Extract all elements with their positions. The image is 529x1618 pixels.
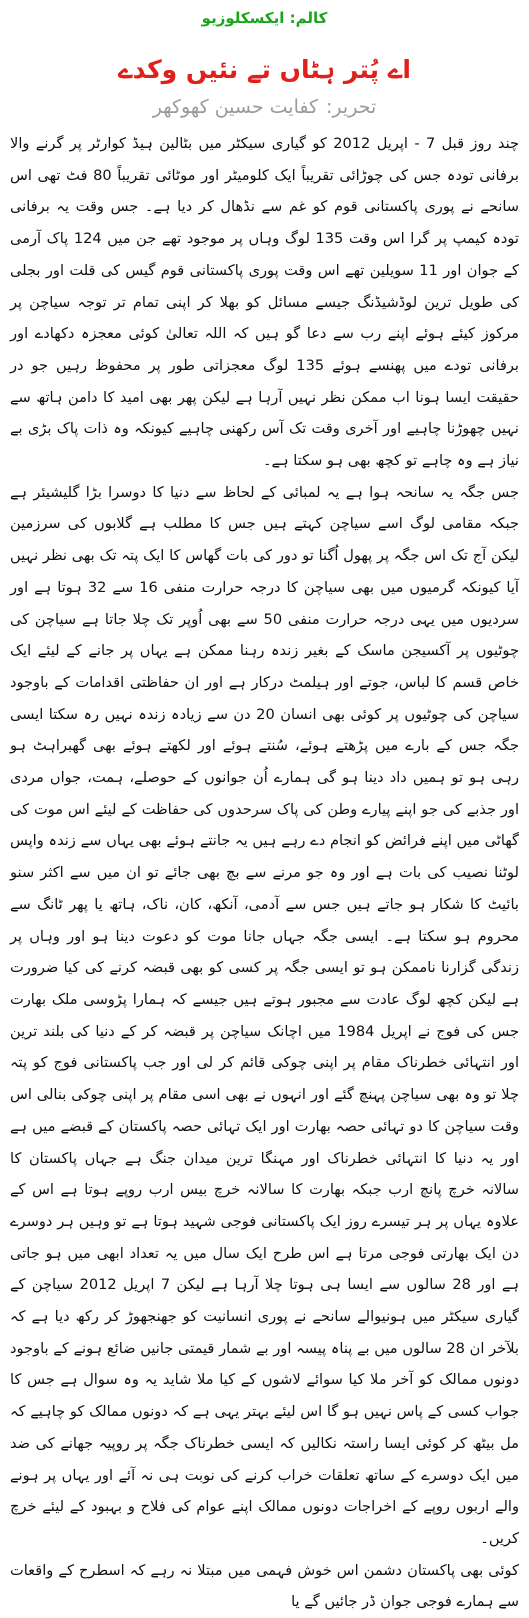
column-label: کالم: ایکسکلوزیو (201, 9, 328, 27)
byline-author: کفایت حسین کھوکھر (152, 96, 319, 118)
article-paragraph: جس جگہ یہ سانحہ ہوا ہے یہ لمبائی کے لحاظ سے دنیا کا دوسرا بڑا گلیشیئر ہے جبکہ مقامی لوگ اسے سیاچن کہتے ہیں جس کا مطلب ہے گلابوں کی سرزمین لیکن آج تک اس جگہ پر پھول اُگنا تو دور کی بات گھاس کا ایک پتہ تک بھی نظر نہیں آیا کیونکہ گرمیوں میں بھی سیاچن کا درجہ حرارت منفی 16 سے 32 ہوتا ہے اور سردیوں میں یہی درجہ حرارت منفی 50 سے بھی اُوپر تک چلا جاتا ہے سیاچن کی چوٹیوں پر آکسیجن ماسک کے بغیر زندہ رہنا ممکن ہے یہاں پر جانے کے لیئے ایک خاص قسم کا لباس، جوتے اور ہیلمٹ درکار ہے اور ان حفاظتی اقدامات کے باوجود سیاچن کی چوٹیوں پر کوئی بھی انسان 20 دن سے زیادہ زندہ نہیں رہ سکتا ایسی جگہ جس کے بارے میں پڑھتے ہوئے، سُنتے ہوئے اور لکھتے ہوئے بھی گھبراہٹ ہو رہی ہو تو ہمیں داد دینا ہو گی ہمارے اُن جوانوں کے حوصلے، ہمت، جواں مردی اور جذبے کی جو اپنے پیارے وطن کی پاک سرحدوں کی حفاظت کے لیئے اس موت کی گھاٹی میں اپنے فرائض کو انجام دے رہے ہیں یہ جانتے ہوئے بھی یہاں سے زندہ واپس لوٹنا نصیب کی بات ہے اور وہ جو مرنے سے بچ بھی جائے تو ان میں سے اکثر سنو بائیٹ کا شکار ہو جاتے ہیں جس سے آدمی، آنکھ، کان، ناک، ہاتھ یا پھر ٹانگ سے محروم ہو سکتا ہے۔ ایسی جگہ جہاں جانا موت کو دعوت دینا ہو اور وہاں پر زندگی گزارنا ناممکن ہو تو ایسی جگہ پر کسی کو بھی قبضہ کرنے کی کیا ضرورت ہے لیکن کچھ لوگ عادت سے مجبور ہوتے ہیں جیسے کہ ہمارا پڑوسی ملک بھارت جس کی فوج نے اپریل 1984 میں اچانک سیاچن پر قبضہ کر کے دنیا کی بلند ترین اور انتہائی خطرناک مقام پر اپنی چوکی قائم کر لی اور جب پاکستانی فوج کو پتہ چلا تو وہ بھی سیاچن پہنچ گئے اور انہوں نے بھی اسی مقام پر اپنی چوکی بنالی اس وقت سیاچن کا دو تہائی حصہ بھارت اور ایک تہائی حصہ پاکستان کے قبضے میں ہے اور یہ دنیا کا انتہائی خطرناک اور مہنگا ترین میدان جنگ ہے جہاں پاکستان کا سالانہ خرچ پانچ ارب جبکہ بھارت کا سالانہ خرچ بیس ارب روپے ہوتا ہے اس کے علاوہ یہاں پر ہر تیسرے روز ایک پاکستانی فوجی شہید ہوتا ہے تو وہیں ہر دوسرے دن ایک بھارتی فوجی مرتا ہے اس طرح ایک سال میں یہ تعداد ابھی میں ہو جاتی ہے اور 28 سالوں سے ایسا ہی ہوتا چلا آرہا ہے لیکن 7 اپریل 2012 سیاچن کے گیاری سیکٹر میں ہونیوالے سانحے نے پوری انسانیت کو جھنجھوڑ کر رکھ دیا ہے کہ بلآخر ان 28 سالوں میں بے پناہ پیسہ اور بے شمار قیمتی جانیں ضائع ہونے کے باوجود دونوں ممالک کو آخر ملا کیا سوائے لاشوں کے کیا ملا شاید یہ وہ سوال ہے جس کا جواب کسی کے پاس نہیں ہو گا اس لیئے بہتر یہی ہے کہ دونوں ممالک کو چاہیے کہ مل بیٹھ کر کوئی ایسا راستہ نکالیں کہ ایسی خطرناک جگہ پر روپیہ جھانے کی ضد میں ایک دوسرے کے ساتھ تعلقات خراب کرنے کی نوبت ہی نہ آئے اور یہاں پر ہونے والے اربوں روپے کے اخراجات دونوں ممالک اپنے عوام کی فلاح و بہبود کے لیئے خرچ کریں۔ (10, 483, 520, 1547)
byline-prefix: تحریر: (326, 96, 377, 118)
byline (0, 92, 529, 122)
article-paragraph: کوئی بھی پاکستان دشمن اس خوش فہمی میں مبتلا نہ رہے کہ اسطرح کے واقعات سے ہمارے فوجی جوان ڈر جائیں گے یا (10, 1561, 519, 1611)
article-headline: اے پُتر ہٹاں تے نئیں وکدے (118, 55, 411, 84)
article-paragraph: چند روز قبل 7 - اپریل 2012 کو گیاری سیکٹر میں بٹالین ہیڈ کوارٹر پر گرنے والا برفانی تودہ جس کی چوڑائی تقریباً ایک کلومیٹر اور موٹائی تقریباً 80 فٹ تھی اس سانحے نے پوری پاکستانی قوم کو غم سے نڈھال کر دیا ہے۔ جس وقت یہ برفانی تودہ کیمپ پر گرا اس وقت 135 لوگ وہاں پر موجود تھے جن میں 124 پاک آرمی کے جوان اور 11 سویلین تھے اس وقت پوری پاکستانی قوم گیس کی قلت اور بجلی کی طویل ترین لوڈشیڈنگ جیسے مسائل کو بھلا کر اپنی تمام تر توجہ سیاچن پر مرکوز کیئے ہوئے اپنے رب سے دعا گو ہیں کہ اللہ تعالیٰ کوئی معجزہ دکھادے اور برفانی تودے میں پھنسے ہوئے 135 لوگ معجزاتی طور پر محفوظ رہیں جو در حقیقت ایسا ہونا اب ممکن نظر نہیں آرہا ہے لیکن پھر بھی امید کا دامن ہاتھ سے نہیں چھوڑنا چاہیے اور آخری وقت تک آس رکھنی چاہیے کیونکہ وہ ذات پاک بڑی بے نیاز ہے وہ چاہے تو کچھ بھی ہو سکتا ہے۔ (10, 135, 520, 470)
article-body (10, 128, 519, 1618)
